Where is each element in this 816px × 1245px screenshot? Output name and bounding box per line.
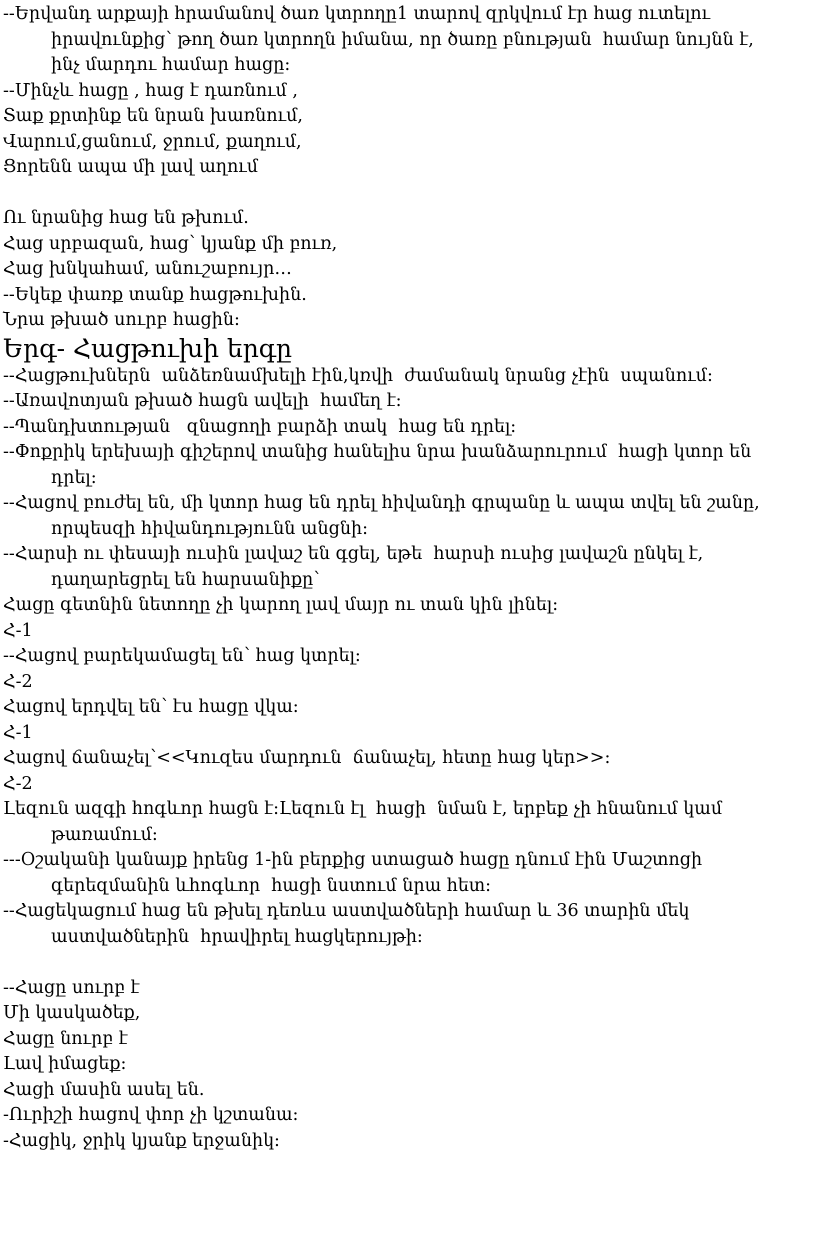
text-line: Տաք քրտինք են նրան խառնում, xyxy=(3,106,303,126)
text-line: --Հացով բարեկամացել են՝ հաց կտրել: xyxy=(3,646,361,666)
speaker-label: Հ-2 xyxy=(3,773,33,794)
text-line: Մի կասկածեք, xyxy=(3,1003,141,1023)
text-line: --Հացեկացում հաց են թխել դեռևս աստվածների համար և 36 տարին մեկ աստվածներին հրավիրել հացկերույթի: xyxy=(3,901,695,947)
text-line: Լավ իմացեք: xyxy=(3,1054,127,1074)
text-line: --Երվանդ արքայի հրամանով ծառ կտրողը1 տարով զրկվում էր հաց ուտելու իրավունքից՝ թող ծառ կտրողն իմանա, որ ծառը բնության համար նույնն է, ինչ մարդու համար հացը: xyxy=(3,4,760,75)
text-line: Հացը նուրբ է xyxy=(3,1028,128,1049)
blank-line xyxy=(3,181,776,207)
blank-line xyxy=(3,950,776,976)
text-line: --Հացը սուրբ է xyxy=(3,977,140,998)
text-line: Ու նրանից հաց են թխում. xyxy=(3,208,249,228)
text-line: --Հացով բուժել են, մի կտոր հաց են դրել հիվանդի գրպանը և ապա տվել են շանը, որպեսզի հիվանդությունն անցնի: xyxy=(3,493,766,539)
text-line: --Առավոտյան թխած հացն ավելի համեղ է: xyxy=(3,391,402,411)
text-line: -Ուրիշի հացով փոր չի կշտանա: xyxy=(3,1105,299,1125)
text-line: Հաց խնկահամ, անուշաբույր… xyxy=(3,259,292,279)
text-line: Նրա թխած սուրբ հացին: xyxy=(3,310,240,330)
text-line: Ցորենն ապա մի լավ աղում xyxy=(3,157,259,177)
text-line: --Մինչև հացը , հաց է դառնում , xyxy=(3,80,298,101)
text-line: --Հարսի ու փեսայի ուսին լավաշ են գցել, եթե հարսի ուսից լավաշն ընկել է, դաղարեցրել են հարսանիքը՝ xyxy=(3,544,709,590)
text-line: --Հացթուխներն անձեռնամխելի էին,կռվի ժամանակ նրանց չէին սպանում: xyxy=(3,365,713,386)
text-line: Հացով ճանաչել՝<<Կուզես մարդուն ճանաչել, հետը հաց կեր>>: xyxy=(3,748,611,768)
text-line: Հացը գետնին նետողը չի կարող լավ մայր ու տան կին լինել: xyxy=(3,595,559,615)
text-line: Հաց սրբազան, հաց՝ կյանք մի բուռ, xyxy=(3,233,338,254)
text-line: Լեզուն ազգի հոգևոր հացն է:Լեզուն էլ հացի նման է, երբեք չի հնանում կամ թառամում: xyxy=(3,799,728,845)
text-line: --Պանդխտության զնացողի բարձի տակ հաց են դրել: xyxy=(3,416,517,437)
text-line: Հացով երդվել են՝ էս հացը վկա: xyxy=(3,697,299,717)
speaker-label: Հ-1 xyxy=(3,722,33,743)
text-line: Վարում,ցանում, ջրում, քաղում, xyxy=(3,131,302,152)
song-heading: Երգ- Հացթուխի երգը xyxy=(3,333,293,363)
text-line: ---Օշականի կանայք իրենց 1-ին բերքից ստացած հացը դնում էին Մաշտոցի գերեզմանին ևհոգևոր հացի նստում նրա հետ: xyxy=(3,850,708,896)
text-line: Հացի մասին ասել են. xyxy=(3,1079,205,1100)
speaker-label: Հ-1 xyxy=(3,620,33,641)
text-line: --Եկեք փառք տանք հացթուխին. xyxy=(3,284,307,305)
speaker-label: Հ-2 xyxy=(3,671,33,692)
text-line: --Փոքրիկ երեխայի գիշերով տանից հանելիս նրա խանձարուրում հացի կտոր են դրել: xyxy=(3,442,757,488)
text-line: -Հացիկ, ջրիկ կյանք երջանիկ: xyxy=(3,1130,280,1151)
